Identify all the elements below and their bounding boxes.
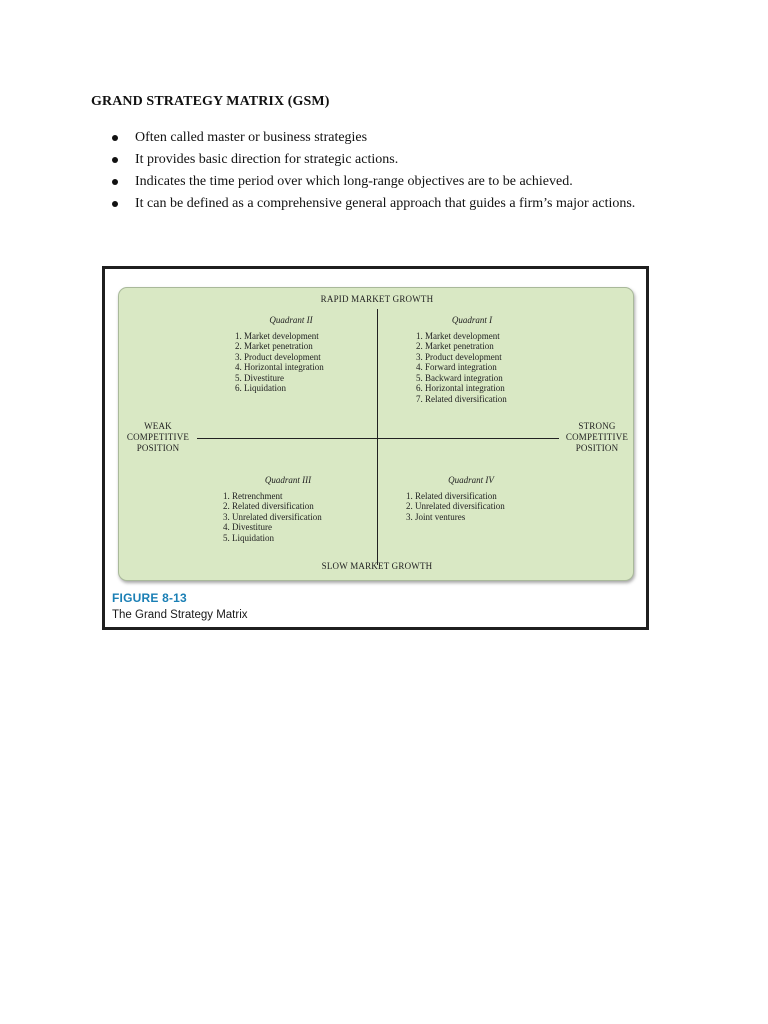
bullet-item [110, 149, 635, 171]
quadrant-title: Quadrant II [269, 315, 313, 325]
figure-number: FIGURE 8-13 [112, 591, 187, 605]
quadrant-title: Quadrant IV [448, 475, 494, 485]
bullet-dot-icon [112, 135, 118, 141]
bullet-text: It can be defined as a comprehensive general approach that guides a firm’s major actions. [135, 196, 636, 211]
axis-label-left [119, 421, 197, 454]
axis-label-top: RAPID MARKET GROWTH [320, 294, 434, 304]
axis-label-bottom: SLOW MARKET GROWTH [321, 561, 433, 571]
figure-caption: The Grand Strategy Matrix [112, 609, 248, 621]
quadrant-title: Quadrant III [264, 475, 312, 485]
strategy-item: 1. Market development [235, 330, 319, 341]
strategy-item: 4. Horizontal integration [235, 362, 324, 372]
quadrant-1 [412, 315, 532, 404]
strategy-item: 2. Related diversification [223, 501, 314, 511]
strategy-item: 2. Market penetration [235, 341, 313, 351]
quadrant-3 [223, 475, 353, 543]
strategy-item: 2. Unrelated diversification [406, 501, 505, 511]
bullet-text: Indicates the time period over which long-range objectives are to be achieved. [135, 174, 573, 189]
strategy-item: 6. Horizontal integration [416, 383, 505, 393]
strategy-item: 3. Product development [416, 351, 502, 362]
document-heading: GRAND STRATEGY MATRIX (GSM) [91, 94, 330, 109]
strategy-item: 1. Related diversification [406, 490, 497, 501]
bullet-dot-icon [112, 179, 118, 185]
bullet-item [110, 127, 635, 149]
axis-label-right-line: STRONG [578, 421, 616, 431]
matrix-panel [118, 287, 634, 581]
strategy-item: 6. Liquidation [235, 383, 286, 393]
horizontal-axis-line [197, 438, 559, 439]
strategy-item: 1. Market development [416, 330, 500, 341]
axis-label-left-line: WEAK [144, 421, 172, 431]
strategy-list [231, 331, 351, 394]
strategy-item: 4. Forward integration [416, 362, 497, 372]
strategy-item: 3. Unrelated diversification [223, 511, 322, 522]
axis-label-left-line: POSITION [136, 443, 180, 453]
strategy-item: 4. Divestiture [223, 522, 272, 532]
strategy-list [406, 491, 536, 523]
strategy-item: 5. Backward integration [416, 372, 503, 383]
axis-label-right [558, 421, 636, 454]
bullet-dot-icon [112, 157, 118, 163]
vertical-axis-line [377, 309, 378, 565]
strategy-list [412, 331, 532, 405]
strategy-item: 7. Related diversification [416, 393, 507, 404]
bullet-dot-icon [112, 201, 118, 207]
bullet-list [110, 127, 635, 215]
bullet-item [110, 193, 635, 215]
bullet-text: Often called master or business strategies [135, 130, 368, 145]
strategy-item: 1. Retrenchment [223, 490, 283, 501]
bullet-text: It provides basic direction for strategic actions. [135, 152, 399, 167]
strategy-item: 5. Liquidation [223, 532, 274, 543]
axis-label-left-line: COMPETITIVE [126, 432, 190, 442]
strategy-item: 2. Market penetration [416, 341, 494, 351]
strategy-list [223, 491, 353, 544]
axis-label-right-line: COMPETITIVE [565, 432, 629, 442]
quadrant-title: Quadrant I [451, 315, 493, 325]
grand-strategy-matrix-figure [102, 266, 649, 630]
quadrant-4 [406, 475, 536, 522]
axis-label-right-line: POSITION [575, 443, 619, 453]
quadrant-2 [231, 315, 351, 394]
strategy-item: 3. Joint ventures [406, 511, 466, 522]
bullet-item [110, 171, 635, 193]
strategy-item: 3. Product development [235, 351, 321, 362]
strategy-item: 5. Divestiture [235, 372, 284, 383]
